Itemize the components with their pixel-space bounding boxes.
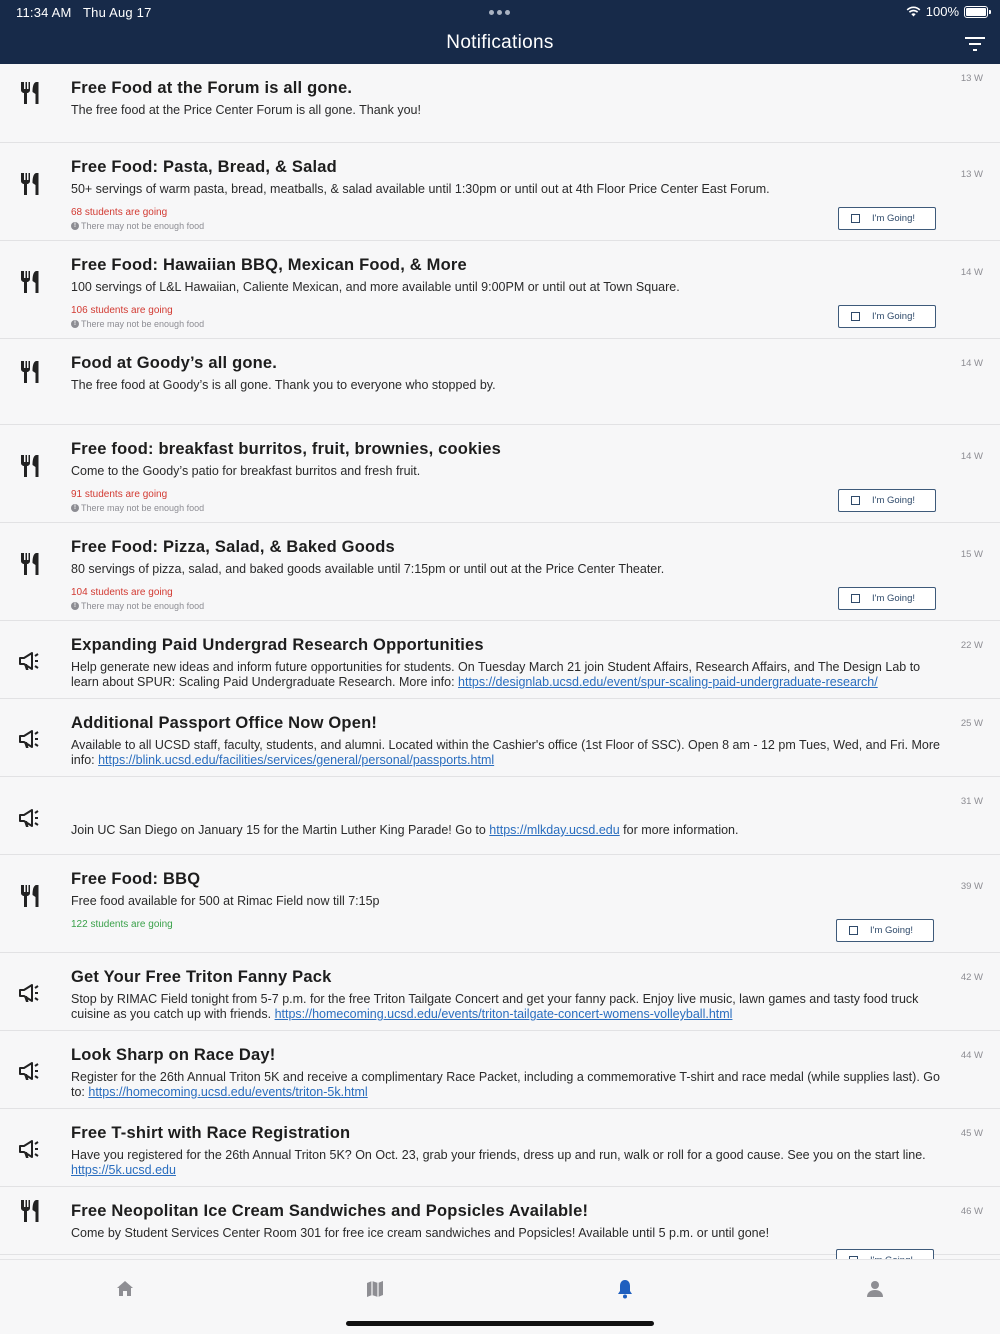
notification-description: Stop by RIMAC Field tonight from 5-7 p.m. for the free Triton Tailgate Concert and get your fanny pack. Enjoy live music, lawn games and tasty food truck cuisine as you catch up with friends. https://homecoming.ucsd.edu/events/triton-tailgate-concert-womens-volleyball.html — [71, 992, 919, 1021]
checkbox-icon — [851, 496, 860, 505]
notification-item[interactable] — [0, 1109, 1000, 1187]
notification-item[interactable] — [0, 953, 1000, 1031]
tab-map[interactable] — [364, 1278, 386, 1300]
notification-age: 14 W — [960, 267, 983, 278]
im-going-button[interactable]: I'm Going! — [838, 587, 936, 610]
info-icon: ! — [71, 320, 79, 328]
food-icon — [18, 171, 44, 197]
megaphone-icon — [18, 980, 44, 1006]
notification-description: The free food at the Price Center Forum is all gone. Thank you! — [71, 103, 421, 117]
multitasking-dots-icon[interactable] — [489, 10, 510, 15]
checkbox-icon — [851, 594, 860, 603]
megaphone-icon — [18, 805, 44, 831]
notification-age: 46 W — [960, 1206, 983, 1217]
food-icon — [18, 883, 44, 909]
tab-home[interactable] — [114, 1278, 136, 1300]
filter-icon[interactable] — [965, 37, 985, 51]
top-bar — [0, 0, 1000, 64]
megaphone-icon — [18, 726, 44, 752]
going-count: 104 students are going — [71, 587, 173, 598]
notification-description: Free food available for 500 at Rimac Field now till 7:15p — [71, 894, 380, 908]
home-indicator[interactable] — [346, 1321, 654, 1326]
notification-description: Help generate new ideas and inform future opportunities for students. On Tuesday March 21 join Student Affairs, Research Affairs, and The Design Lab to learn about SPUR: Scaling Paid Undergraduate Research. More info: https://designlab.ucsd.edu/event/spur-scaling-paid-undergraduate-research/ — [71, 660, 921, 689]
going-count: 106 students are going — [71, 305, 173, 316]
notification-age: 14 W — [960, 451, 983, 462]
notification-description: 50+ servings of warm pasta, bread, meatballs, & salad available until 1:30pm or until out at 4th Floor Price Center East Forum. — [71, 182, 770, 196]
notification-link[interactable]: https://homecoming.ucsd.edu/events/triton-5k.html — [88, 1085, 368, 1099]
im-going-button[interactable]: I'm Going! — [838, 489, 936, 512]
wifi-icon — [906, 6, 921, 17]
notification-title: Free Neopolitan Ice Cream Sandwiches and Popsicles Available! — [71, 1202, 589, 1220]
checkbox-icon — [851, 312, 860, 321]
notification-item[interactable] — [0, 1031, 1000, 1109]
notification-description: Register for the 26th Annual Triton 5K and receive a complimentary Race Packet, including a commemorative T-shirt and race medal (while supplies last). Go to: https://homecoming.ucsd.edu/events/triton-5k.html — [71, 1070, 940, 1099]
notification-item[interactable] — [0, 339, 1000, 425]
notification-description: Come by Student Services Center Room 301 for free ice cream sandwiches and Popsicles! Available until 5 p.m. or until gone! — [71, 1226, 770, 1240]
home-icon — [114, 1278, 136, 1300]
map-icon — [364, 1278, 386, 1300]
food-warning: ! There may not be enough food — [71, 601, 204, 611]
notification-title: Free Food: Pizza, Salad, & Baked Goods — [71, 538, 395, 556]
notification-age: 22 W — [960, 640, 983, 651]
notification-item[interactable] — [0, 855, 1000, 953]
notification-age: 44 W — [960, 1050, 983, 1061]
food-warning: ! There may not be enough food — [71, 319, 204, 329]
status-time: 11:34 AM Thu Aug 17 — [16, 5, 152, 20]
going-count: 68 students are going — [71, 207, 168, 218]
megaphone-icon — [18, 1136, 44, 1162]
megaphone-icon — [18, 1058, 44, 1084]
notification-title: Get Your Free Triton Fanny Pack — [71, 968, 332, 986]
notification-title: Additional Passport Office Now Open! — [71, 714, 378, 732]
notification-item[interactable] — [0, 241, 1000, 339]
notification-item[interactable] — [0, 143, 1000, 241]
profile-icon — [864, 1278, 886, 1300]
battery-percent: 100% — [925, 4, 959, 19]
megaphone-icon — [18, 648, 44, 674]
notification-description: 80 servings of pizza, salad, and baked goods available until 7:15pm or until out at the Price Center Theater. — [71, 562, 665, 576]
notification-list[interactable] — [0, 64, 1000, 1259]
notification-item[interactable] — [0, 1187, 1000, 1255]
info-icon: ! — [71, 504, 79, 512]
notification-description: The free food at Goody’s is all gone. Thank you to everyone who stopped by. — [71, 378, 496, 392]
notification-title: Look Sharp on Race Day! — [71, 1046, 276, 1064]
going-count: 122 students are going — [71, 919, 173, 930]
im-going-button[interactable]: I'm Going! — [838, 305, 936, 328]
food-warning: ! There may not be enough food — [71, 221, 204, 231]
notification-link[interactable]: https://mlkday.ucsd.edu — [489, 823, 620, 837]
notification-title: Expanding Paid Undergrad Research Opportunities — [71, 636, 484, 654]
notification-age: 25 W — [960, 718, 983, 729]
notification-title: Free T-shirt with Race Registration — [71, 1124, 351, 1142]
tab-bar — [0, 1259, 1000, 1334]
notification-link[interactable]: https://homecoming.ucsd.edu/events/triton-tailgate-concert-womens-volleyball.html — [274, 1007, 733, 1021]
notification-title: Food at Goody’s all gone. — [71, 354, 278, 372]
notification-link[interactable]: https://designlab.ucsd.edu/event/spur-scaling-paid-undergraduate-research/ — [458, 675, 878, 689]
battery-icon — [964, 6, 988, 18]
food-icon — [18, 359, 44, 385]
notification-title: Free Food: BBQ — [71, 870, 201, 888]
notification-description: Have you registered for the 26th Annual Triton 5K? On Oct. 23, grab your friends, dress up and run, walk or roll for a good cause. See you on the start line. https://5k.ucsd.edu — [71, 1148, 926, 1177]
food-icon — [18, 453, 44, 479]
notification-age: 14 W — [960, 358, 983, 369]
notification-age: 13 W — [960, 73, 983, 84]
notification-link[interactable]: https://5k.ucsd.edu — [71, 1163, 176, 1177]
notification-title: Free Food at the Forum is all gone. — [71, 79, 353, 97]
notification-item[interactable] — [0, 64, 1000, 143]
food-icon — [18, 1198, 44, 1224]
info-icon: ! — [71, 222, 79, 230]
notification-item[interactable] — [0, 425, 1000, 523]
notification-description: 100 servings of L&L Hawaiian, Caliente Mexican, and more available until 9:00PM or until out at Town Square. — [71, 280, 680, 294]
notification-title: Free food: breakfast burritos, fruit, brownies, cookies — [71, 440, 501, 458]
info-icon: ! — [71, 602, 79, 610]
notification-link[interactable]: https://blink.ucsd.edu/facilities/services/general/personal/passports.html — [98, 753, 495, 767]
food-warning: ! There may not be enough food — [71, 503, 204, 513]
food-icon — [18, 551, 44, 577]
notification-age: 45 W — [960, 1128, 983, 1139]
notification-age: 15 W — [960, 549, 983, 560]
notification-description: Join UC San Diego on January 15 for the Martin Luther King Parade! Go to https://mlkday.ucsd.edu for more information. — [71, 823, 739, 837]
status-indicators — [906, 4, 988, 19]
page-title: Notifications — [446, 32, 554, 53]
im-going-button[interactable]: I'm Going! — [836, 919, 934, 942]
notification-age: 42 W — [960, 972, 983, 983]
notification-title: Free Food: Hawaiian BBQ, Mexican Food, & More — [71, 256, 467, 274]
checkbox-icon — [849, 926, 858, 935]
tab-notifications[interactable] — [614, 1278, 636, 1300]
notification-description: Available to all UCSD staff, faculty, students, and alumni. Located within the Cashier's office (1st Floor of SSC). Open 8 am - 12 pm Tues, Wed, and Fri. More info: https://blink.ucsd.edu/facilities/services/general/personal/passports.html — [71, 738, 940, 767]
bell-icon — [614, 1278, 636, 1300]
notification-description: Come to the Goody’s patio for breakfast burritos and fresh fruit. — [71, 464, 421, 478]
notification-age: 39 W — [960, 881, 983, 892]
notification-age: 31 W — [960, 796, 983, 807]
food-icon — [18, 80, 44, 106]
notification-title: Free Food: Pasta, Bread, & Salad — [71, 158, 337, 176]
food-icon — [18, 269, 44, 295]
tab-profile[interactable] — [864, 1278, 886, 1300]
notification-age: 13 W — [960, 169, 983, 180]
im-going-button[interactable]: I'm Going! — [838, 207, 936, 230]
notification-item[interactable] — [0, 777, 1000, 855]
notification-item[interactable] — [0, 523, 1000, 621]
checkbox-icon — [851, 214, 860, 223]
notification-item[interactable] — [0, 621, 1000, 699]
notification-item[interactable] — [0, 699, 1000, 777]
going-count: 91 students are going — [71, 489, 168, 500]
